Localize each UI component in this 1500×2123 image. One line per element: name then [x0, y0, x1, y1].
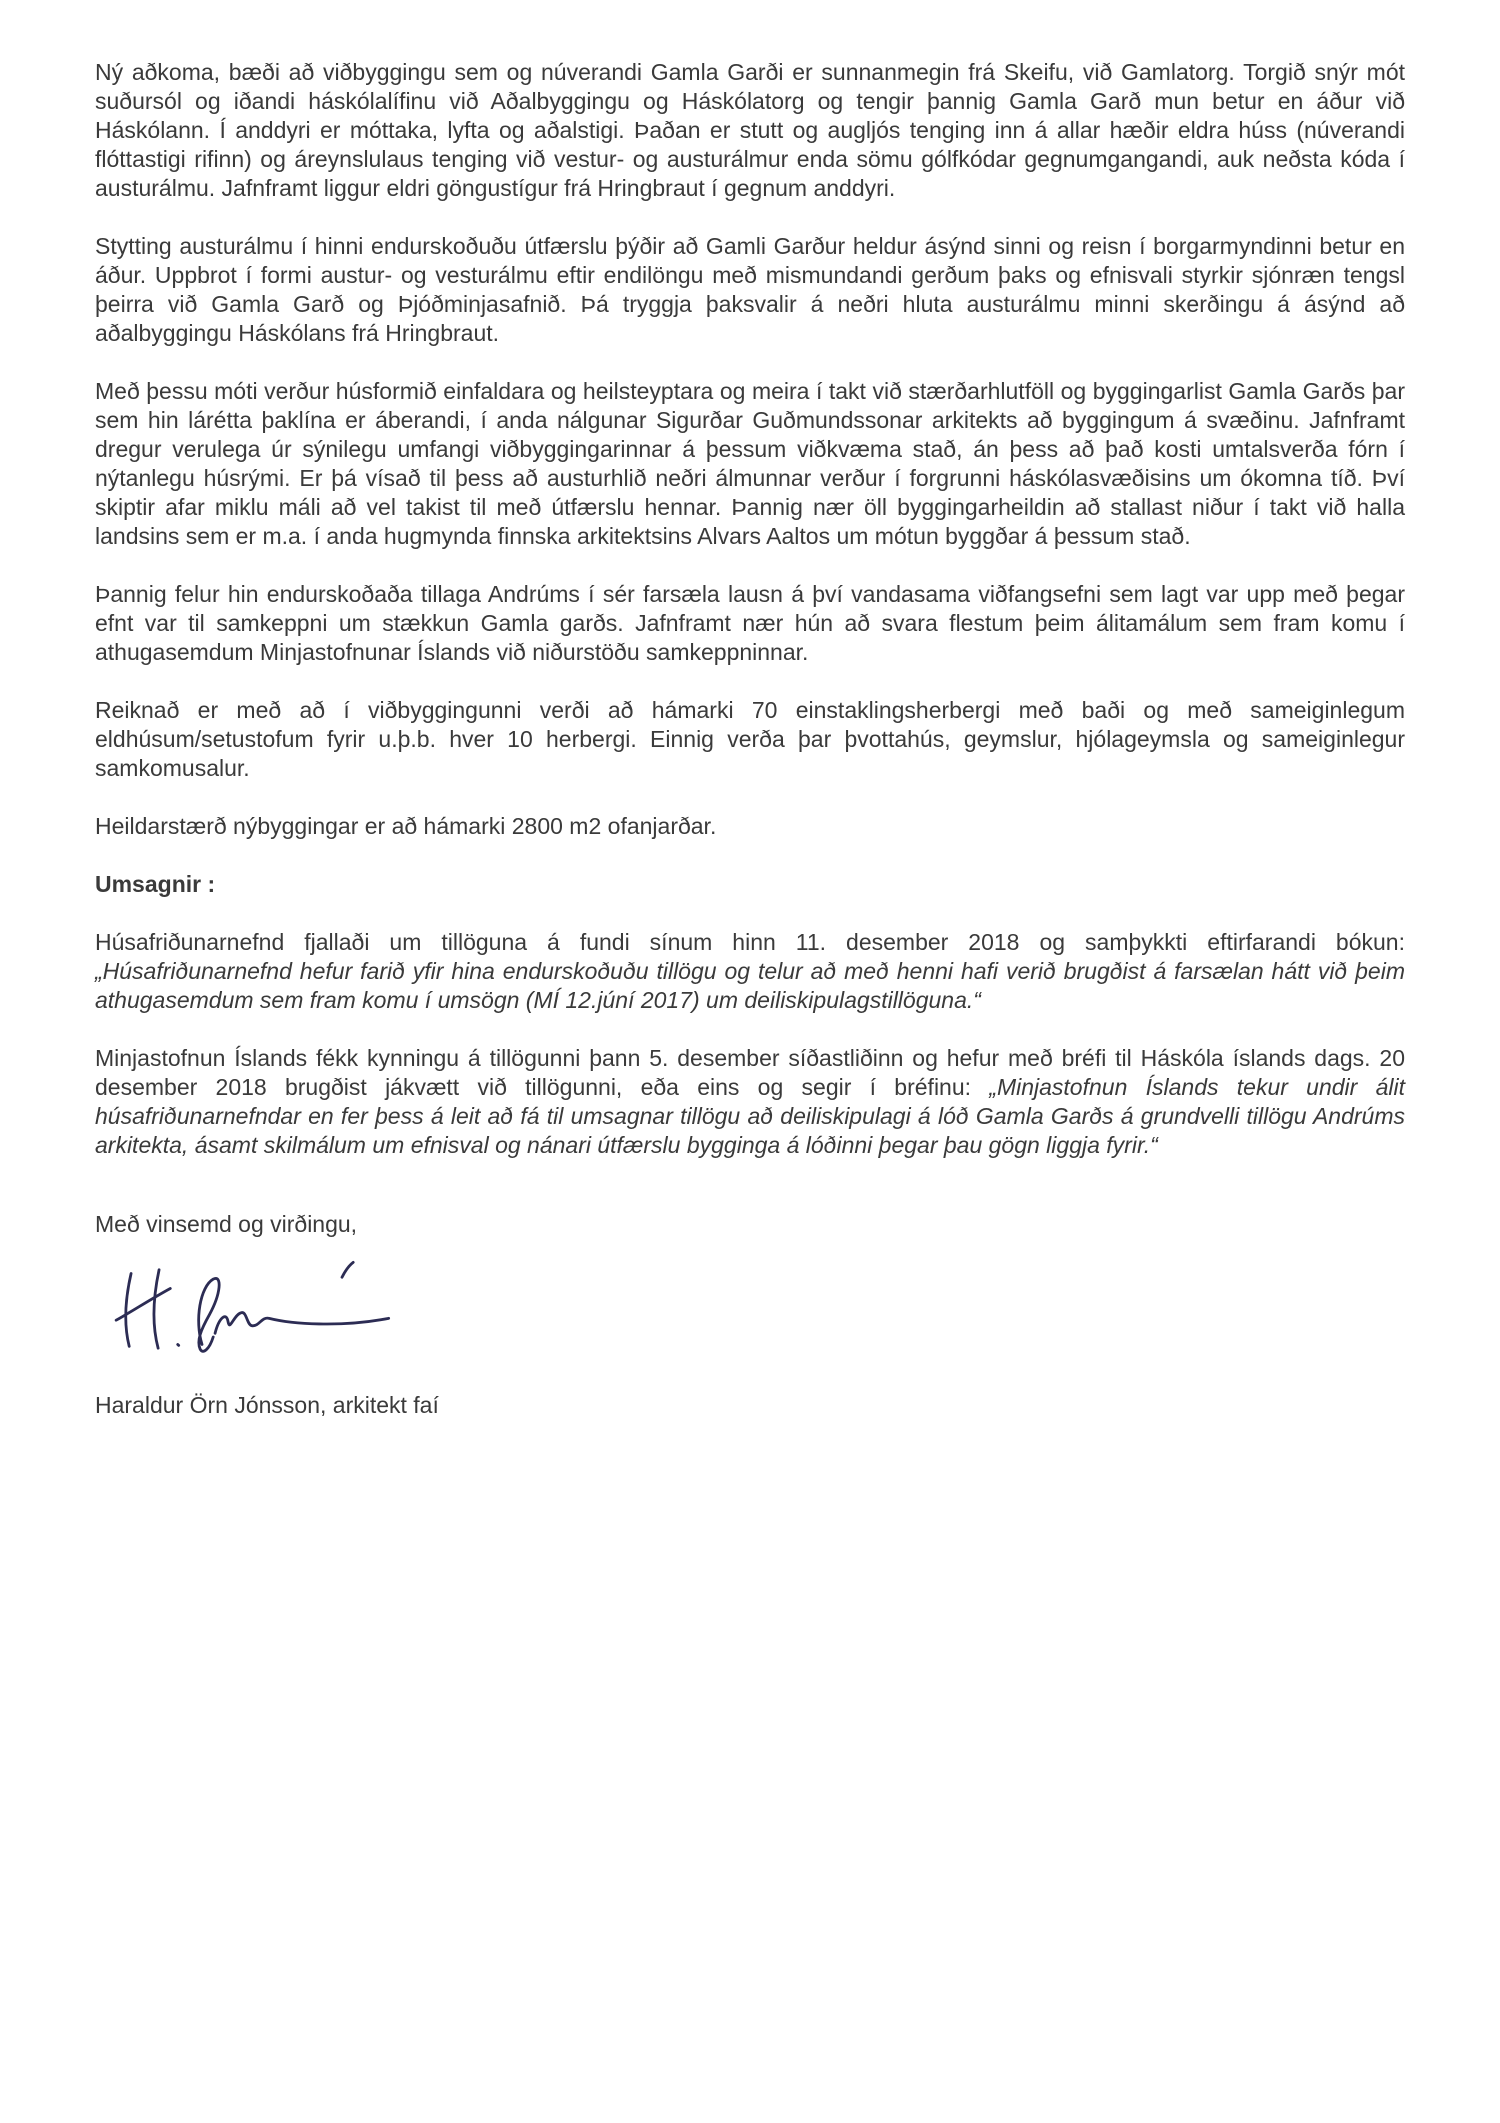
paragraph-rooms: Reiknað er með að í viðbyggingunni verði að hámarki 70 einstaklingsherbergi með baði og með sameiginlegum eldhúsum/setustofum fyrir u.þ.b. hver 10 herbergi. Einnig verða þar þvottahús, geymslur, hjólageymsla og sameiginlegur samkomusalur.	[95, 697, 1405, 781]
review-quote-text: „Húsafriðunarnefnd hefur farið yfir hina endurskoðuðu tillögu og telur að með henni hafi verið brugðist á farsælan hátt við þeim athugasemdum sem fram komu í umsögn (MÍ 12.júní 2017) um deiliskipulagstillöguna.“	[95, 958, 1405, 1013]
letter-body	[95, 58, 1405, 1420]
review-quote-text: „Minjastofnun Íslands tekur undir álit húsafriðunarnefndar en fer þess á leit að fá til umsagnar tillögu að deiliskipulagi á lóð Gamla Garðs á grundvelli tillögu Andrúms arkitekta, ásamt skilmálum um efnisval og nánari útfærslu bygginga á lóðinni þegar þau gögn liggja fyrir.“	[95, 1074, 1405, 1158]
signature-stroke-loop	[199, 1278, 220, 1351]
signature-image	[103, 1253, 413, 1365]
paragraph-building-form: Með þessu móti verður húsformið einfaldara og heilsteyptara og meira í takt við stærðarhlutföll og byggingarlist Gamla Garðs þar sem hin lárétta þaklína er áberandi, í anda nálgunar Sigurðar Guðmundssonar arkitekts að byggingum á svæðinu. Jafnframt dregur verulega úr sýnilegu umfangi viðbyggingarinnar á þessum viðkvæma stað, án þess að það kosti umtalsverða fórn í nýtanlegu húsrými. Er þá vísað til þess að austurhlið neðri álmunnar verður í forgrunni háskólasvæðisins um ókomna tíð. Því skiptir afar miklu máli að vel takist til með útfærslu hennar. Þannig nær öll byggingarheildin að stallast niður í takt við halla landsins sem er m.a. í anda hugmynda finnska arkitektsins Alvars Aaltos um mótun byggðar á þessum stað.	[95, 378, 1405, 549]
review-intro-text: Húsafriðunarnefnd fjallaði um tillöguna á fundi sínum hinn 11. desember 2018 og samþykkti eftirfarandi bókun:	[95, 929, 1405, 955]
closing-salutation: Með vinsemd og virðingu,	[95, 1211, 358, 1237]
signature-stroke-h-right-stem	[154, 1270, 159, 1348]
paragraph-total-size: Heildarstærð nýbyggingar er að hámarki 2800 m2 ofanjarðar.	[95, 813, 717, 839]
signature-stroke-h-crossbar	[116, 1288, 170, 1320]
signatory-name: Haraldur Örn Jónsson, arkitekt faí	[95, 1392, 439, 1418]
paragraph-east-wing: Stytting austurálmu í hinni endurskoðuðu útfærslu þýðir að Gamli Garður heldur ásýnd sinni og reisn í borgarmyndinni betur en áður. Uppbrot í formi austur- og vesturálmu eftir endilöngu með mismundandi gerðum þaks og efnisvali styrkir sjónræn tengsl þeirra við Gamla Garð og Þjóðminjasafnið. Þá tryggja þaksvalir á neðri hluta austurálmu minni skerðingu á ásýnd að aðalbyggingu Háskólans frá Hringbraut.	[95, 233, 1405, 346]
paragraph-access: Ný aðkoma, bæði að viðbyggingu sem og núverandi Gamla Garði er sunnanmegin frá Skeifu, við Gamlatorg. Torgið snýr mót suðursól og iðandi háskólalífinu við Aðalbyggingu og Háskólatorg og tengir þannig Gamla Garð mun betur en áður við Háskólann. Í anddyri er móttaka, lyfta og aðalstigi. Þaðan er stutt og augljós tenging inn á allar hæðir eldra húss (núverandi flóttastigi rifinn) og áreynslulaus tenging við vestur- og austurálmur enda sömu gólfkódar gegnumgangandi, auk neðsta kóda í austurálmu. Jafnframt liggur eldri göngustígur frá Hringbraut í gegnum anddyri.	[95, 59, 1405, 201]
paragraph-review-minjastofnun	[95, 1044, 1405, 1160]
signature-stroke-tick	[342, 1262, 353, 1277]
review-intro-text: Minjastofnun Íslands fékk kynningu á tillögunni þann 5. desember síðastliðinn og hefur með bréfi til Háskóla íslands dags. 20 desember 2018 brugðist jákvætt við tillögunni, eða eins og segir í bréfinu:	[95, 1045, 1405, 1100]
paragraph-proposal: Þannig felur hin endurskoðaða tillaga Andrúms í sér farsæla lausn á því vandasama viðfangsefni sem lagt var upp með þegar efnt var til samkeppni um stækkun Gamla garðs. Jafnframt nær hún að svara flestum þeim álitamálum sem fram komu í athugasemdum Minjastofnunar Íslands við niðurstöðu samkeppninnar.	[95, 581, 1405, 665]
signature-stroke-dot	[178, 1344, 179, 1345]
signature-stroke-tail	[215, 1313, 389, 1334]
signature-stroke-h-left-stem	[126, 1274, 131, 1347]
section-heading-umsagnir: Umsagnir :	[95, 871, 216, 897]
signature-svg	[103, 1253, 413, 1365]
paragraph-review-husafridunarnefnd	[95, 928, 1405, 1015]
